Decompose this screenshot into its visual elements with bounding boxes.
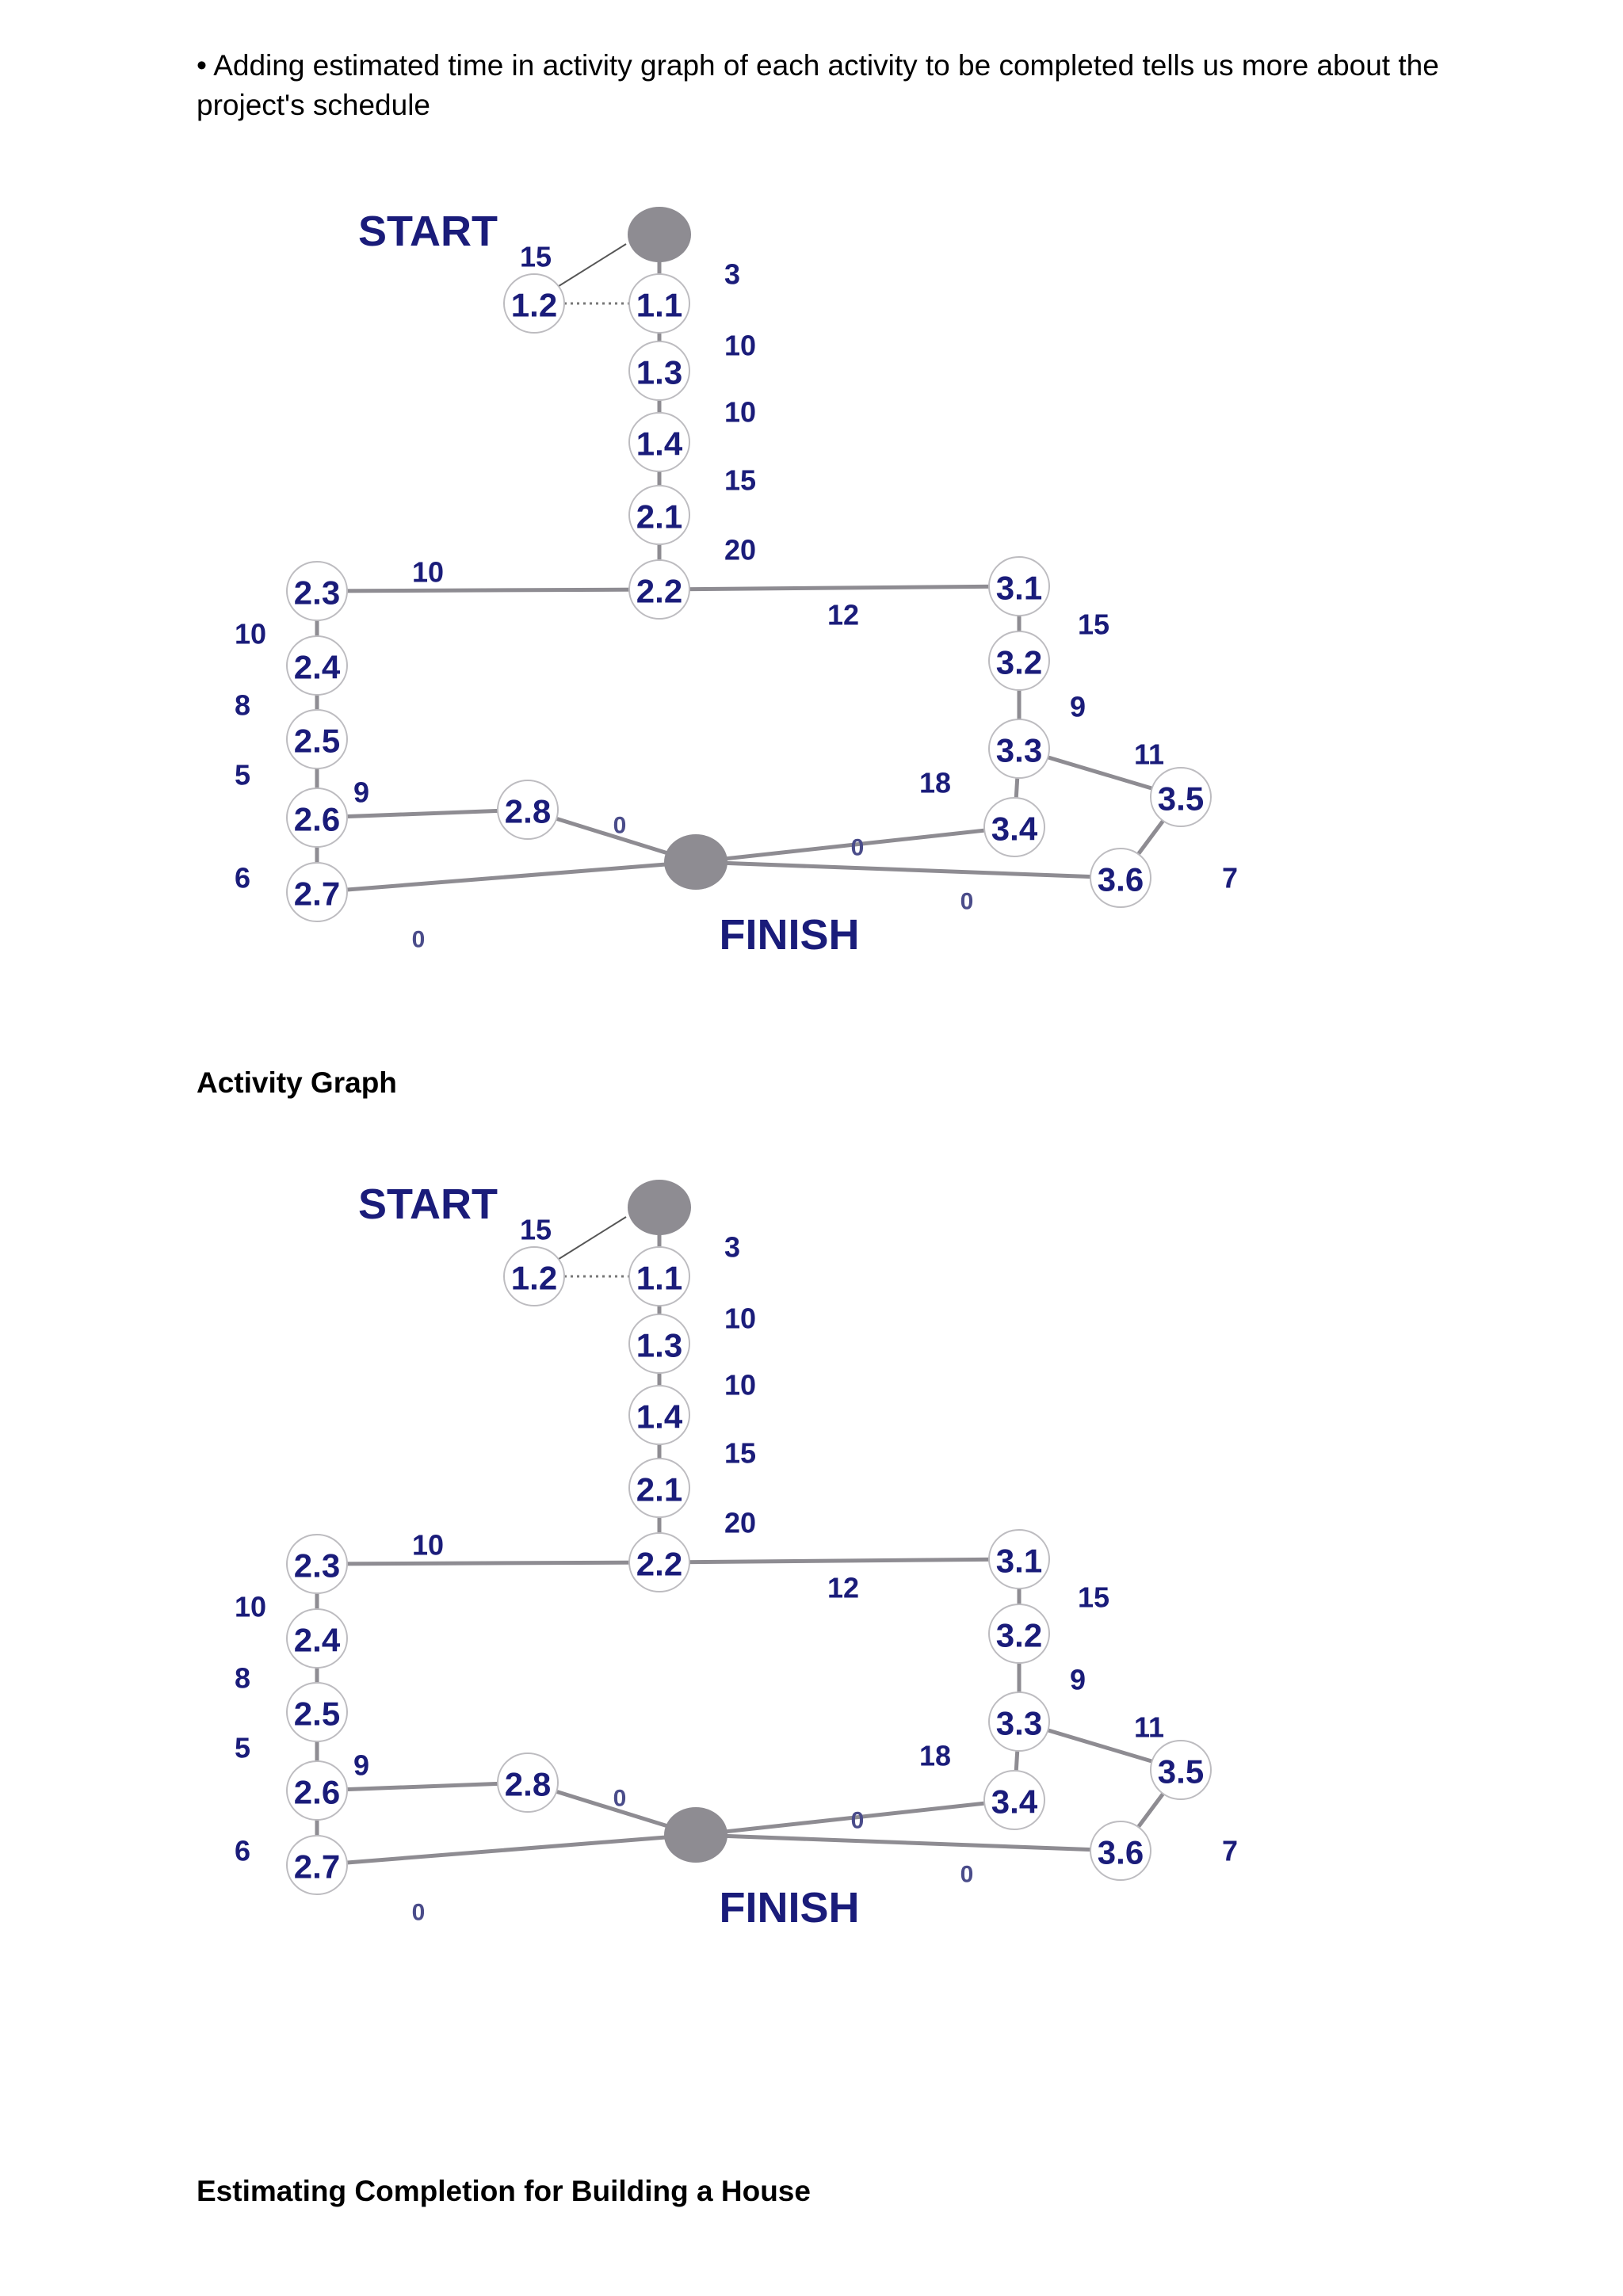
node-3-4 — [984, 798, 1044, 856]
edge-weight-1-1-to-1-3: 10 — [724, 329, 757, 362]
edge-weight-1-3-to-1-4: 10 — [724, 395, 757, 429]
node-3-6 — [1090, 849, 1151, 907]
edge-weight-3-2-to-3-3: 9 — [1069, 1663, 1086, 1696]
node-3-1 — [989, 1530, 1049, 1589]
node-3-1 — [989, 557, 1049, 616]
edge-weight-2-8-to-finish: 0 — [613, 812, 627, 839]
edge-weight-3-4-to-finish: 0 — [850, 834, 865, 861]
edge-weight-2-2-to-2-3: 10 — [411, 1528, 445, 1562]
node-label: 3.2 — [995, 1616, 1043, 1654]
node-2-1 — [629, 486, 689, 544]
node-label: 1.2 — [510, 286, 558, 324]
node-label: 1.1 — [636, 1259, 683, 1297]
edge-weight-2-2-to-3-1: 12 — [827, 1571, 860, 1604]
edge-2-2-to-2-3 — [317, 589, 659, 591]
finish-node — [664, 834, 727, 890]
edge-weight-start-to-1-1: 3 — [724, 257, 741, 291]
node-label: 3.1 — [995, 569, 1043, 607]
edge-weight-2-5-to-2-6: 5 — [234, 1731, 251, 1764]
node-1-1 — [629, 274, 689, 333]
node-label: 1.1 — [636, 286, 683, 324]
node-2-8 — [498, 780, 558, 839]
finish-label: FINISH — [719, 1884, 860, 1932]
node-label: 2.2 — [636, 572, 683, 610]
edge-weight-3-2-to-3-3: 9 — [1069, 690, 1086, 723]
edge-weight-2-7-to-finish: 0 — [411, 1899, 426, 1926]
node-2-4 — [287, 1609, 347, 1668]
node-label: 2.3 — [293, 574, 341, 612]
node-label: 1.3 — [636, 1326, 683, 1364]
edge-weight-2-6-to-2-7: 6 — [234, 861, 251, 894]
node-3-6 — [1090, 1821, 1151, 1880]
node-label: 2.7 — [293, 1848, 341, 1886]
node-3-2 — [989, 631, 1049, 690]
edge-weight-1-1-to-1-3: 10 — [724, 1302, 757, 1335]
edge-start-to-1-2 — [550, 244, 626, 292]
node-3-3 — [989, 1692, 1049, 1751]
edge-weight-3-1-to-3-2: 15 — [1077, 608, 1110, 641]
node-2-2 — [629, 1533, 689, 1592]
node-label: 2.8 — [504, 1765, 552, 1803]
node-2-3 — [287, 562, 347, 620]
node-label: 2.6 — [293, 800, 341, 838]
edge-weight-2-6-to-2-7: 6 — [234, 1834, 251, 1867]
edge-weight-2-8-to-finish: 0 — [613, 1785, 627, 1812]
node-label: 2.2 — [636, 1545, 683, 1583]
edge-weight-3-4-to-finish: 0 — [850, 1807, 865, 1834]
node-1-1 — [629, 1247, 689, 1306]
node-label: 2.7 — [293, 875, 341, 913]
edge-weight-2-6-to-2-8: 9 — [353, 776, 370, 809]
finish-node — [664, 1807, 727, 1863]
edge-weight-3-6-to-finish: 0 — [960, 888, 974, 915]
node-label: 3.3 — [995, 731, 1043, 769]
node-label: 3.6 — [1097, 860, 1144, 898]
edge-2-7-to-finish — [317, 1835, 696, 1865]
node-label: 3.3 — [995, 1704, 1043, 1742]
node-2-3 — [287, 1535, 347, 1593]
start-node — [628, 1180, 691, 1235]
edge-weight-3-6-to-finish: 0 — [960, 1861, 974, 1888]
node-label: 1.4 — [636, 425, 683, 463]
edge-weight-2-1-to-2-2: 20 — [724, 1506, 757, 1539]
edge-weight-2-4-to-2-5: 8 — [234, 688, 251, 722]
node-label: 2.1 — [636, 498, 683, 536]
edge-2-2-to-3-1 — [659, 1559, 1019, 1562]
node-1-3 — [629, 341, 689, 400]
intro-bullet: • Adding estimated time in activity graph of each activity to be completed tells us more about the project's schedule — [197, 49, 1439, 121]
node-label: 3.4 — [991, 810, 1038, 848]
edge-weight-1-3-to-1-4: 10 — [724, 1368, 757, 1402]
node-label: 3.4 — [991, 1783, 1038, 1821]
node-2-1 — [629, 1459, 689, 1517]
start-node — [628, 207, 691, 262]
node-1-3 — [629, 1314, 689, 1373]
activity-graph-1 — [0, 158, 1623, 982]
start-label: START — [358, 1180, 498, 1228]
edge-2-2-to-2-3 — [317, 1562, 659, 1564]
activity-graph-2 — [0, 1131, 1623, 1955]
node-2-4 — [287, 636, 347, 695]
edge-2-6-to-2-8 — [317, 1783, 528, 1791]
node-label: 3.1 — [995, 1542, 1043, 1580]
edge-weight-3-3-to-3-4: 18 — [918, 766, 952, 799]
node-3-3 — [989, 719, 1049, 778]
edge-2-7-to-finish — [317, 862, 696, 892]
node-3-5 — [1151, 1741, 1211, 1799]
edge-weight-start-to-1-2: 15 — [519, 1213, 552, 1246]
node-2-6 — [287, 1761, 347, 1820]
node-label: 2.5 — [293, 1695, 341, 1733]
node-label: 2.5 — [293, 722, 341, 760]
edge-weight-1-4-to-2-1: 15 — [724, 463, 757, 497]
node-2-8 — [498, 1753, 558, 1812]
edge-2-2-to-3-1 — [659, 586, 1019, 589]
edge-start-to-1-2 — [550, 1217, 626, 1264]
node-label: 3.2 — [995, 643, 1043, 681]
node-1-4 — [629, 1386, 689, 1444]
edge-weight-3-1-to-3-2: 15 — [1077, 1581, 1110, 1614]
edge-weight-2-3-to-2-4: 10 — [234, 1590, 267, 1623]
edge-weight-start-to-1-1: 3 — [724, 1230, 741, 1264]
start-label: START — [358, 208, 498, 255]
node-1-4 — [629, 413, 689, 471]
node-label: 1.2 — [510, 1259, 558, 1297]
node-label: 1.4 — [636, 1398, 683, 1436]
node-label: 2.8 — [504, 792, 552, 830]
node-2-5 — [287, 1683, 347, 1741]
caption-estimating-completion: Estimating Completion for Building a House — [197, 2175, 811, 2207]
edge-weight-3-5-to-3-6: 7 — [1221, 861, 1239, 894]
node-3-4 — [984, 1771, 1044, 1829]
node-label: 1.3 — [636, 353, 683, 391]
node-label: 2.1 — [636, 1470, 683, 1508]
node-1-2 — [504, 1247, 564, 1306]
node-label: 2.4 — [293, 1621, 341, 1659]
edge-weight-1-4-to-2-1: 15 — [724, 1436, 757, 1470]
node-label: 3.5 — [1157, 1753, 1205, 1791]
finish-label: FINISH — [719, 911, 860, 959]
edge-weight-start-to-1-2: 15 — [519, 240, 552, 273]
node-3-5 — [1151, 768, 1211, 826]
node-3-2 — [989, 1604, 1049, 1663]
node-2-7 — [287, 863, 347, 921]
node-2-7 — [287, 1836, 347, 1894]
node-label: 3.6 — [1097, 1833, 1144, 1871]
edge-weight-2-6-to-2-8: 9 — [353, 1749, 370, 1782]
edge-3-6-to-finish — [696, 1835, 1121, 1851]
edge-weight-2-2-to-2-3: 10 — [411, 555, 445, 589]
node-label: 2.3 — [293, 1547, 341, 1585]
edge-weight-3-3-to-3-5: 11 — [1133, 738, 1165, 771]
caption-activity-graph: Activity Graph — [197, 1066, 397, 1099]
node-label: 2.6 — [293, 1773, 341, 1811]
edge-weight-2-5-to-2-6: 5 — [234, 758, 251, 791]
edge-weight-2-1-to-2-2: 20 — [724, 533, 757, 566]
edge-3-6-to-finish — [696, 862, 1121, 878]
node-label: 3.5 — [1157, 780, 1205, 818]
edge-weight-2-7-to-finish: 0 — [411, 926, 426, 953]
edge-weight-3-3-to-3-4: 18 — [918, 1739, 952, 1772]
edge-weight-3-3-to-3-5: 11 — [1133, 1711, 1165, 1744]
node-2-2 — [629, 560, 689, 619]
edge-weight-2-4-to-2-5: 8 — [234, 1661, 251, 1695]
node-label: 2.4 — [293, 648, 341, 686]
edge-weight-2-2-to-3-1: 12 — [827, 598, 860, 631]
node-1-2 — [504, 274, 564, 333]
edge-weight-3-5-to-3-6: 7 — [1221, 1834, 1239, 1867]
edge-2-6-to-2-8 — [317, 810, 528, 818]
edge-weight-2-3-to-2-4: 10 — [234, 617, 267, 650]
node-2-6 — [287, 788, 347, 847]
node-2-5 — [287, 710, 347, 769]
